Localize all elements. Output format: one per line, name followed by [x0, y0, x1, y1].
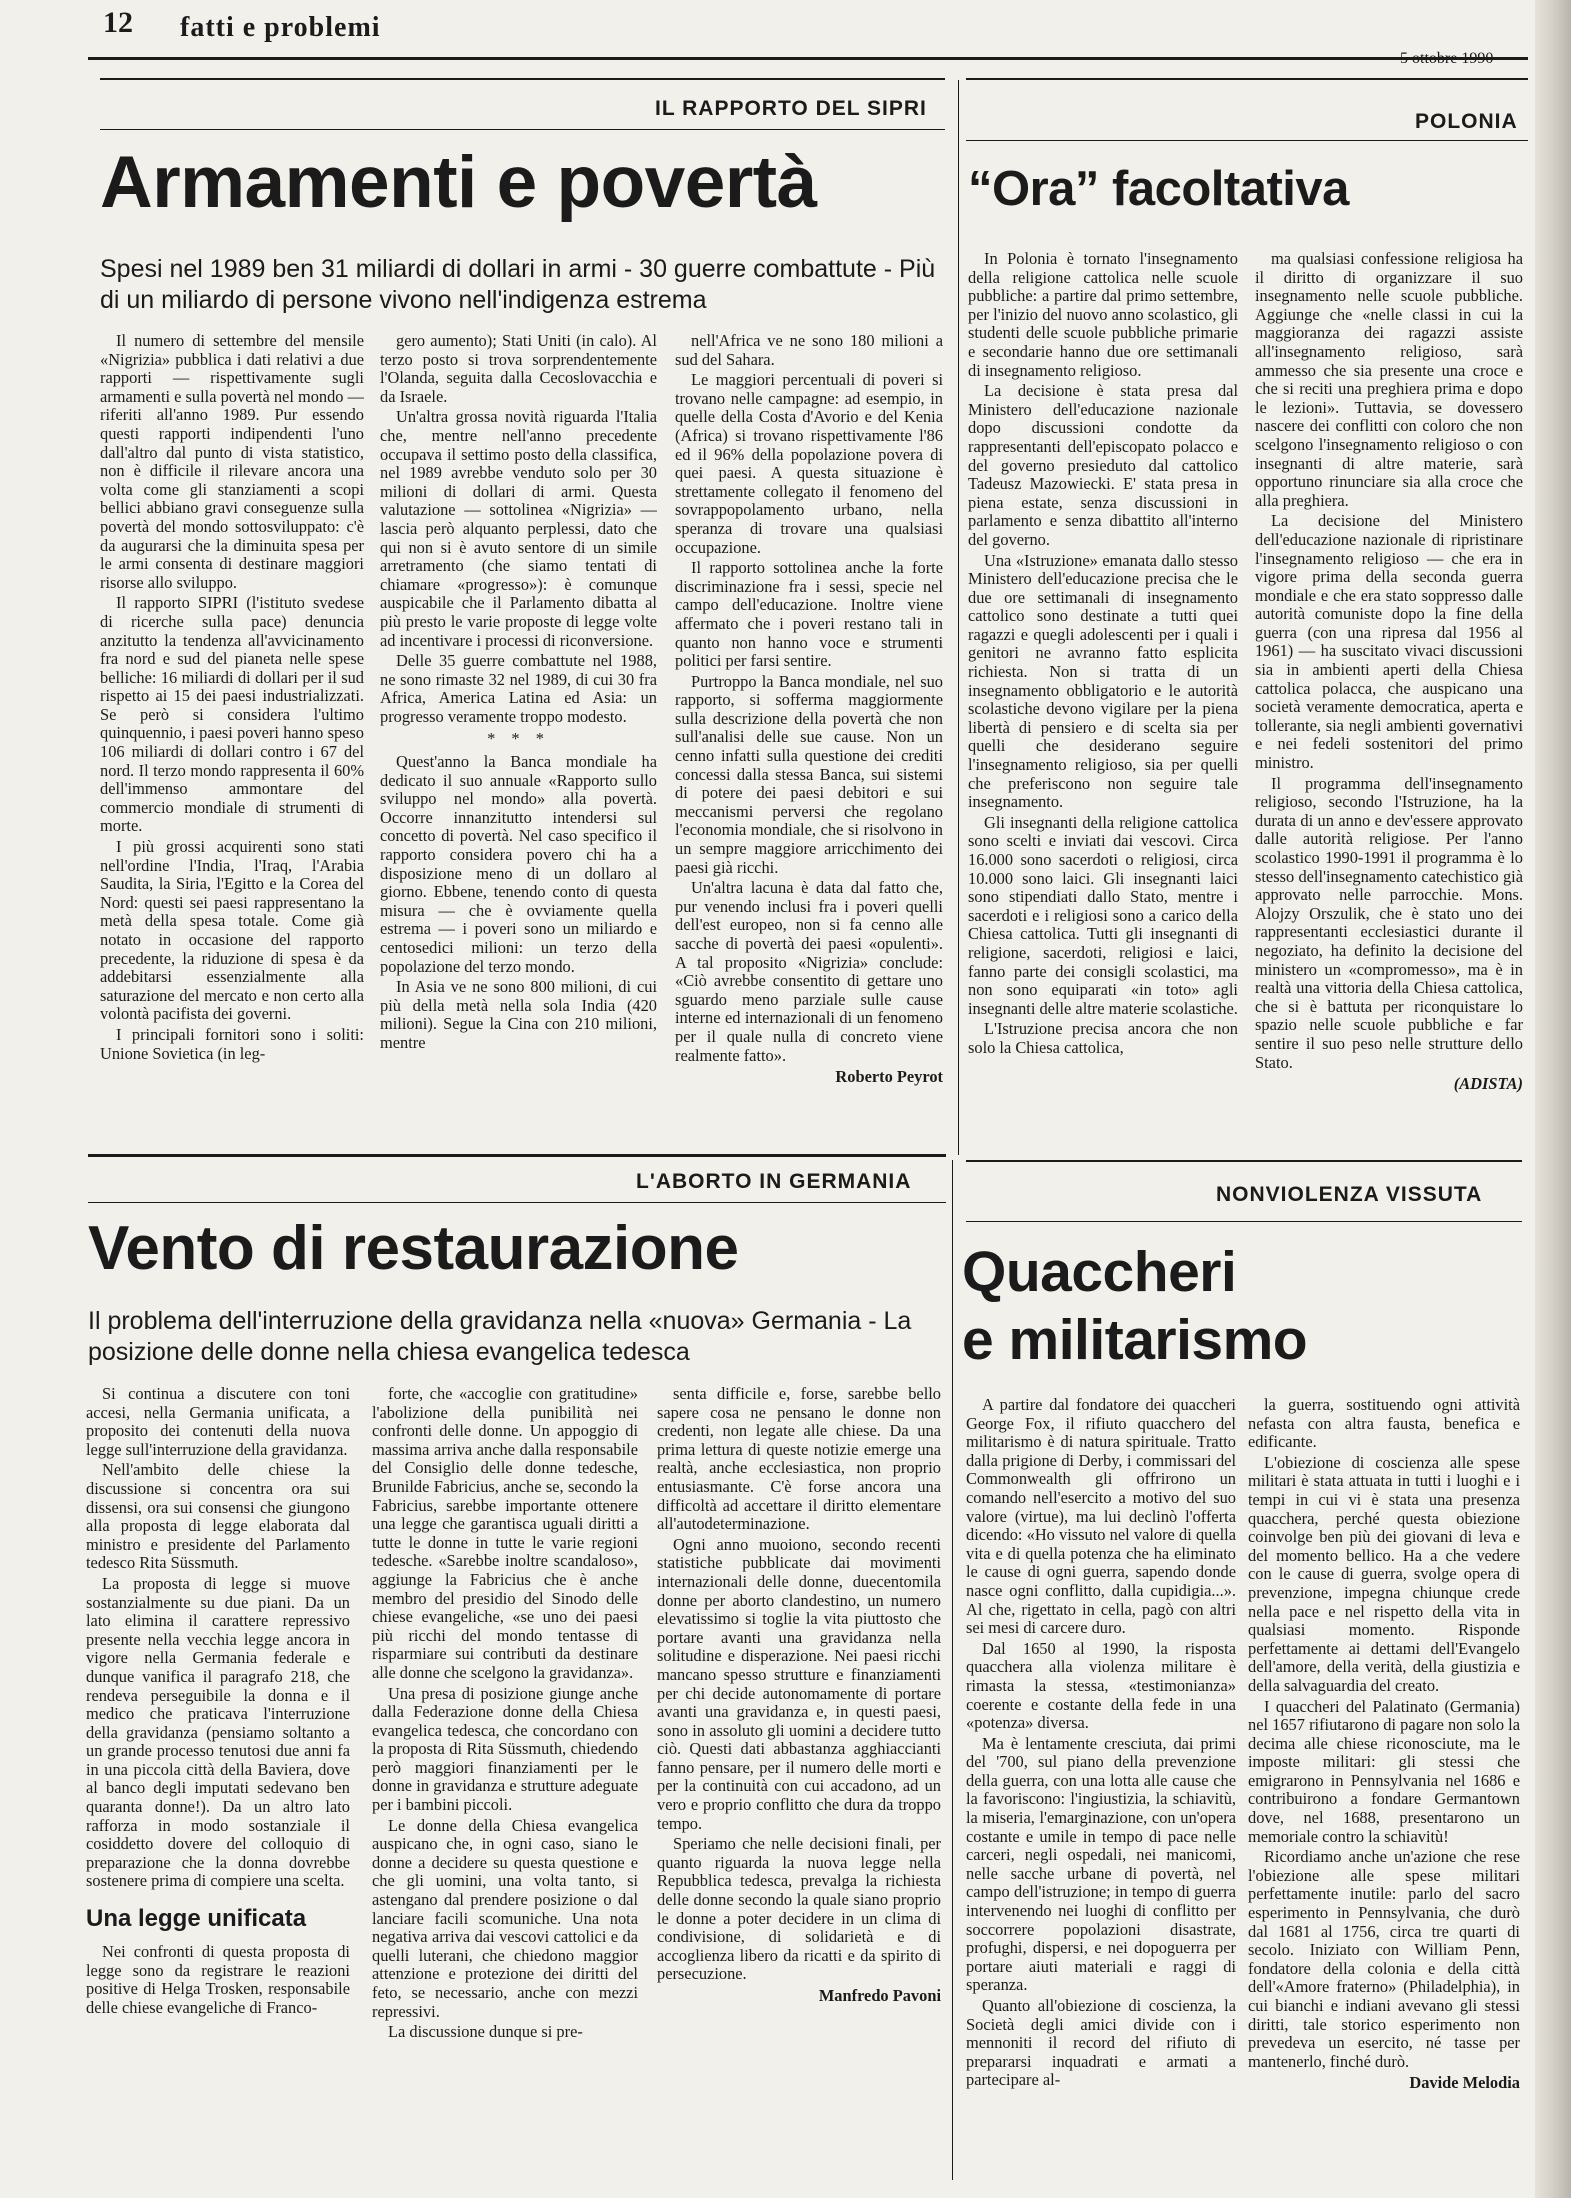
paragraph: Le donne della Chiesa evangelica auspicano che, in ogni caso, siano le donne a decidere su questa questione e che gli uomini, una volta tanto, si astengano dal prendere posizione o dal lanciare facili scomuniche. Una nota negativa arriva dai vescovi cattolici e da quelli luterani, che chiedono maggior attenzione e protezione dei diritti del feto, se necessario, anche con mezzi repressivi. [372, 1815, 638, 2021]
issue-date: 5 ottobre 1990 [1400, 50, 1494, 67]
paragraph: gero aumento); Stati Uniti (in calo). Al terzo posto si trova sorprendentemente l'Olanda, seguita dalla Cecoslovacchia e da Israele. [380, 332, 657, 406]
article-column-2 [372, 1385, 638, 2175]
article-headline: Armamenti e povertà [100, 142, 817, 223]
paragraph: Una «Istruzione» emanata dallo stesso Ministero dell'educazione precisa che le due ore settimanali di insegnamento cattolico sono destinate a tutti quei ragazzi e quegli adolescenti per i quali i genitori ne avranno fatto esplicita richiesta. Non si tratta di un insegnamento obbligatorio e le autorità scolastiche devono vigilare per la piena libertà di pensiero e di scelta sia per quelli che desiderano seguire l'insegnamento religioso, sia per quelli che preferiscono non seguire tale insegnamento. [968, 550, 1238, 812]
article-headline-line-1: Quaccheri [962, 1240, 1237, 1304]
paragraph: La discussione dunque si pre- [388, 2022, 583, 2042]
paragraph: nell'Africa ve ne sono 180 milioni a sud del Sahara. [675, 332, 943, 369]
paragraph: Delle 35 guerre combattute nel 1988, ne sono rimaste 32 nel 1989, di cui 30 fra Africa, America Latina ed Asia: un progresso veramente troppo modesto. [380, 651, 657, 726]
paragraph: la guerra, sostituendo ogni attività nefasta con altra fausta, benefica e edificante. [1248, 1396, 1520, 1452]
masthead-rule [88, 57, 1528, 60]
paragraph: Il programma dell'insegnamento religioso, secondo l'Istruzione, ha la durata di un anno e dev'essere approvato dalle autorità religiose. Per l'anno scolastico 1990-1991 il programma è lo stesso dell'insegnamento catechistico già approvato nelle parrocchie. Mons. Alojzy Orszulik, che è stato uno dei rappresentanti ecclesiastici durante il negoziato, ha definito la decisione del ministero un «compromesso», ma è in realtà una vittoria della Chiesa cattolica, che si è battuta per riconquistare lo spazio nelle scuole pubbliche e far sentire il suo peso nelle strutture dello Stato. [1255, 773, 1523, 1072]
paragraph: La decisione è stata presa dal Ministero dell'educazione nazionale dopo discussioni condotte da rappresentanti dell'episcopato polacco e del governo presieduto dal cattolico Tadeusz Mazowiecki. E' stata presa in piena estate, senza discussioni in parlamento e senza dibattito all'interno del governo. [968, 381, 1238, 549]
article-byline: Manfredo Pavoni [818, 1986, 941, 2005]
kicker-rule [966, 78, 1528, 80]
article-byline: Davide Melodia [1409, 2073, 1520, 2093]
paragraph: I quaccheri del Palatinato (Germania) nel 1657 rifiutarono di pagare non solo la decima alle chiese riconosciute, ma le imposte militari: gli stessi che emigrarono in Pennsylvania nel 1686 e contribuirono a fondare Germantown dove, nel 1688, presentarono un memoriale contro la schiavitù! [1248, 1696, 1520, 1846]
paragraph: La decisione del Ministero dell'educazione nazionale di ripristinare l'insegnamento religioso — che era in vigore prima della seconda guerra mondiale e che era stato soppresso dalle autorità comuniste dopo la fine della guerra (con una ripresa dal 1956 al 1961) — ha suscitato vivaci discussioni sia in ambienti aperti della Chiesa cattolica polacca, che auspicano una società veramente democratica, aperta e tollerante, sia negli ambienti governativi e nei fedeli sostenitori del primo ministro. [1255, 511, 1523, 773]
paragraph: forte, che «accoglie con gratitudine» l'abolizione della punibilità nei confronti delle donne. Un appoggio di massima arriva anche dalla responsabile del Consiglio delle donne tedesche, Brunilde Fabricius, anche se, secondo la Fabricius, sarebbe importante ottenere una legge che garantisca uguali diritti a tutte le donne in tutte le varie regioni tedesche. «Sarebbe inoltre scandaloso», aggiunge la Fabricius che è anche membro del presidio del Sinodo delle chiese evangeliche, «se uno dei paesi più ricchi del mondo tentasse di risparmiare sui contributi da destinare alle donne che scelgono la gravidanza». [372, 1385, 638, 1682]
paragraph: Una presa di posizione giunge anche dalla Federazione donne della Chiesa evangelica tedesca, che concordano con la proposta di Rita Süssmuth, chiedendo però maggiori finanziamenti per le donne in gravidanza e strutture adeguate per i bambini piccoli. [372, 1683, 638, 1815]
article-column-1 [966, 1396, 1236, 2176]
article-column-1 [86, 1385, 350, 2175]
article-column-2 [380, 332, 657, 1144]
page-number: 12 [103, 6, 133, 39]
paragraph: Speriamo che nelle decisioni finali, per quanto riguarda la nuova legge nella Repubblica tedesca, prevalga la richiesta delle donne secondo la quale siano proprio le donne a poter decidere in un clima di condivisione, di solidarietà e di accoglienza libero da ricatti e da spirito di persecuzione. [657, 1834, 941, 1984]
paragraph: I più grossi acquirenti sono stati nell'ordine l'India, l'Iraq, l'Arabia Saudita, la Siria, l'Egitto e la Corea del Nord: questi sei paesi rappresentano la metà della spesa totale. Come già notato in occasione del rapporto precedente, la riduzione di spesa è da addebitarsi essenzialmente alla saturazione del mercato e non certo alla volontà pacifista dei governi. [100, 837, 364, 1024]
kicker-rule [88, 1154, 946, 1157]
article-kicker: POLONIA [1415, 110, 1518, 133]
paragraph: I principali fornitori sono i soliti: Unione Sovietica (in leg- [100, 1024, 364, 1063]
kicker-underline [100, 129, 945, 130]
paragraph: Ogni anno muoiono, secondo recenti statistiche pubblicate dai movimenti internazionali delle donne, duecentomila donne per aborto clandestino, un numero elevatissimo si toglie la vita piuttosto che portare avanti una gravidanza nella solitudine e disperazione. Nei paesi ricchi mancano spesso strutture e finanziamenti per chi decide autonomamente di portare avanti una gravidanza e, in questi paesi, sono in assoluto gli uomini a decidere tutto ciò. Questi dati abbastanza agghiaccianti fanno pensare, per il numero delle morti e per la continuità con cui accadono, ad un vero e proprio conflitto che dura da troppo tempo. [657, 1534, 941, 1833]
paragraph: Ricordiamo anche un'azione che rese l'obiezione alle spese militari perfettamente inutile: parlo del sacro esperimento in Pennsylvania, che durò dal 1681 al 1756, circa tre quarti di secolo. Iniziato con William Penn, fondatore della colonia e della città dell'«Amore fraterno» (Philadelphia), in cui bianchi e indiani avevano gli stessi diritti, tale storico esperimento non prevedeva un esercito, né tasse per mantenerlo, finché durò. [1248, 1847, 1520, 2071]
page-fold-shadow [1535, 0, 1571, 2198]
paragraph: Il numero di settembre del mensile «Nigrizia» pubblica i dati relativi a due rapporti — rispettivamente sugli armamenti e sulla povertà nel mondo — riferiti all'anno 1989. Pur essendo questi rapporti indipendenti l'uno dall'altro dal punto di vista statistico, non è difficile il rilevare ancora una volta come gli stanziamenti a scopi bellici abbiano gravi conseguenze sulla povertà del mondo sottosviluppato: c'è da augurarsi che la diminuita spesa per le armi consenta di destinare maggiori risorse allo sviluppo. [100, 332, 364, 592]
paragraph: Il rapporto SIPRI (l'istituto svedese di ricerche sulla pace) denuncia anzitutto la tendenza all'avvicinamento fra nord e sud del pianeta nelle spese belliche: 16 miliardi di dollari per il sud rispetto ai 15 dei paesi industrializzati. Se però si considera l'ultimo quinquennio, i paesi poveri hanno speso 106 miliardi di dollari contro i 67 del nord. Il terzo mondo rappresenta il 60% dell'immenso ammontare del commercio mondiale di strumenti di morte. [100, 593, 364, 836]
article-byline: (ADISTA) [1453, 1074, 1523, 1094]
kicker-underline [966, 1221, 1522, 1222]
article-column-2 [1255, 250, 1523, 1150]
paragraph: Si continua a discutere con toni accesi, nella Germania unificata, a proposito dei contenuti della nuova legge sull'interruzione della gravidanza. [86, 1385, 350, 1459]
column-divider [952, 1160, 953, 2180]
subheading: Una legge unificata [86, 1905, 307, 1933]
article-column-2 [1248, 1396, 1520, 2176]
paragraph: senta difficile e, forse, sarebbe bello sapere cosa ne pensano le donne non credenti, non legate alle chiese. Da una prima lettura di queste notizie emerge una realtà, anche ecclesiastica, non proprio entusiasmante. C'è forse ancora una difficoltà ad accettare il diritto elementare all'autodeterminazione. [657, 1385, 941, 1534]
paragraph: Purtroppo la Banca mondiale, nel suo rapporto, si sofferma maggiormente sulla descrizione della povertà che non sull'analisi delle sue cause. Non un cenno infatti sulla questione dei crediti concessi dalla stessa Banca, sui sistemi di potere dei paesi debitori e sui meccanismi perversi che regolano l'economia mondiale, che si risolvono in un sempre maggiore arricchimento dei paesi già ricchi. [675, 671, 943, 877]
paragraph: Gli insegnanti della religione cattolica sono scelti e inviati dai vescovi. Circa 16.000 sono sacerdoti o religiosi, circa 10.000 sono laici. Gli insegnanti laici sono stipendiati dallo Stato, mentre i sacerdoti e i religiosi sono a carico della Chiesa cattolica. Tutti gli insegnanti di religione, sacerdoti, religiosi e laici, fanno parte dei consigli scolastici, ma non sono equiparati «in toto» agli insegnanti delle altre materie scolastiche. [968, 812, 1238, 1018]
paragraph: Il rapporto sottolinea anche la forte discriminazione fra i sessi, specie nel campo dell'educazione. Inoltre viene affermato che i poveri restano tali in quanto non hanno voce e strumenti politici per farsi sentire. [675, 558, 943, 671]
article-headline: Vento di restaurazione [88, 1214, 739, 1283]
section-separator: * * * [487, 729, 550, 749]
article-headline: “Ora” facoltativa [968, 162, 1349, 216]
section-title: fatti e problemi [180, 12, 381, 43]
paragraph: Un'altra grossa novità riguarda l'Italia che, mentre nell'anno precedente occupava il settimo posto della classifica, nel 1989 avrebbe venduto solo per 30 milioni di dollari di armi. Questa valutazione — sottolinea «Nigrizia» — lascia però alquanto perplessi, dato che qui non si è avuto sentore di un simile arretramento (che siamo tentati di chiamare «progresso»): è comunque auspicabile che il Parlamento dibatta al più presto le varie proposte di legge volte ad incentivare i processi di riconversione. [380, 407, 657, 650]
article-column-1 [100, 332, 364, 1144]
paragraph: In Polonia è tornato l'insegnamento della religione cattolica nelle scuole pubbliche: a partire dal primo settembre, per l'inizio del nuovo anno scolastico, gli studenti delle scuole pubbliche primarie e secondarie hanno due ore settimanali di insegnamento religioso. [968, 250, 1238, 380]
paragraph: Ma è lentamente cresciuta, dai primi del '700, sul piano della prevenzione della guerra, con una lotta alle cause che la favoriscono: l'ingiustizia, la schiavitù, la miseria, l'emarginazione, con un'opera costante e umile in tempo di pace nelle carceri, negli ospedali, nei manicomi, nelle sacche urbane di povertà, nel campo dell'istruzione; in tempo di guerra intervenendo nei luoghi di conflitto per soccorrere popolazioni disastrate, profughi, dispersi, e nei dopoguerra per portare aiuti materiali e raggi di speranza. [966, 1733, 1236, 1995]
paragraph: Quanto all'obiezione di coscienza, la Società degli amici divide con i mennoniti il record del rifiuto di prepararsi inquadrati e armati a partecipare al- [966, 1996, 1236, 2090]
article-deck: Spesi nel 1989 ben 31 miliardi di dollari in armi - 30 guerre combattute - Più di un miliardo di persone vivono nell'indigenza estrema [100, 255, 936, 314]
article-headline-line-2: e militarismo [962, 1308, 1308, 1372]
kicker-rule [100, 78, 945, 80]
paragraph: In Asia ve ne sono 800 milioni, di cui più della metà nella sola India (420 milioni). Segue la Cina con 210 milioni, mentre [380, 977, 657, 1052]
article-kicker: NONVIOLENZA VISSUTA [1216, 1183, 1483, 1206]
paragraph: L'obiezione di coscienza alle spese militari è stata attuata in tutti i luoghi e i tempi in cui vi è stata una presenza quacchera, perché questa obiezione coinvolge ben più dei giovani di leva e del momento bellico. Ha a che vedere con le cause di guerra, svolge opera di prevenzione, impegna chiunque crede nella pace e nel rispetto della vita in qualsiasi momento. Risponde perfettamente ai dettami dell'Evangelo dell'amore, della verità, della giustizia e della salvaguardia del creato. [1248, 1452, 1520, 1695]
paragraph: Nei confronti di questa proposta di legge sono da registrare le reazioni positive di Helga Trosken, responsabile delle chiese evangeliche di Franco- [86, 1942, 350, 2017]
article-column-3 [657, 1385, 941, 2175]
kicker-rule [966, 1160, 1522, 1162]
paragraph: Nell'ambito delle chiese la discussione si concentra ora sui dissensi, ora sui consensi che giungono alla proposta di legge elaborata dal ministro e presidente del Parlamento tedesco Rita Süssmuth. [86, 1460, 350, 1573]
kicker-underline [966, 140, 1528, 141]
column-divider [958, 80, 959, 1155]
paragraph: Quest'anno la Banca mondiale ha dedicato il suo annuale «Rapporto sullo sviluppo nel mondo» alla povertà. Occorre innanzitutto intendersi sul concetto di povertà. Nel caso specifico il rapporto considera povero chi ha a disposizione meno di un dollaro al giorno. Ebbene, tenendo conto di questa misura — che è ovviamente quella estrema — i poveri sono un miliardo e centosedici milioni: un terzo della popolazione del terzo mondo. [380, 752, 657, 976]
article-column-1 [968, 250, 1238, 1150]
article-byline: Roberto Peyrot [835, 1067, 943, 1087]
kicker-underline [88, 1202, 946, 1203]
paragraph: Un'altra lacuna è data dal fatto che, pur venendo inclusi fra i poveri quelli dell'est europeo, non si fa cenno alle sacche di povertà dei paesi «opulenti». A tal proposito «Nigrizia» conclude: «Ciò avrebbe consentito di gettare uno sguardo meno parziale sulle cause interne ed internazionali di un fenomeno per il quale nulla di concreto viene realmente fatto». [675, 878, 943, 1065]
paragraph: A partire dal fondatore dei quaccheri George Fox, il rifiuto quacchero del militarismo è di natura spirituale. Tratto dalla prigione di Derby, i commissari del Commonwealth gli offrirono un comando nell'esercito a motivo del suo valore (virtue), ma lui declinò l'offerta dicendo: «Ho vissuto nel valore di quella vita e di quella potenza che ha eliminato le cause di ogni guerra, sapendo donde nasce ogni conflitto, dalla cupidigia...». Al che, rigettato in cella, pagò con altri sei mesi di carcere duro. [966, 1396, 1236, 1638]
article-kicker: IL RAPPORTO DEL SIPRI [655, 97, 927, 120]
article-deck: Il problema dell'interruzione della gravidanza nella «nuova» Germania - La posizione delle donne nella chiesa evangelica tedesca [88, 1307, 912, 1366]
paragraph: L'Istruzione precisa ancora che non solo la Chiesa cattolica, [968, 1019, 1238, 1057]
article-kicker: L'ABORTO IN GERMANIA [636, 1170, 912, 1193]
paragraph: Dal 1650 al 1990, la risposta quacchera alla violenza militare è rimasta la stessa, «testimonianza» coerente e costante della fede in una «potenza» diversa. [966, 1638, 1236, 1733]
paragraph: Le maggiori percentuali di poveri si trovano nelle campagne: ad esempio, in quelle della Costa d'Avorio e del Kenia (Africa) si trovano rispettivamente l'86 ed il 96% della popolazione povera di quei paesi. A questa situazione è strettamente collegato il fenomeno del sovrappopolamento urbano, nella speranza di trovare una qualsiasi occupazione. [675, 370, 943, 557]
article-column-3 [675, 332, 943, 1144]
paragraph: La proposta di legge si muove sostanzialmente su due piani. Da un lato elimina il carattere repressivo presente nella vecchia legge ancora in vigore nella Germania federale e dunque vanifica il paragrafo 218, che rendeva perseguibile la donna e il medico che praticava l'interruzione della gravidanza (pensiamo soltanto a un grande processo tenutosi due anni fa in una piccola città della Baviera, dove al banco degli imputati sedevano ben quaranta donne!). Da un altro lato rafforza in modo sostanziale il cosiddetto dovere del colloquio di preparazione che la donna dovrebbe sostenere prima di compiere una scelta. [86, 1573, 350, 1891]
paragraph: ma qualsiasi confessione religiosa ha il diritto di organizzare il suo insegnamento nelle scuole pubbliche. Aggiunge che «nelle classi in cui la maggioranza dei ragazzi assiste all'insegnamento religioso, sarà ammesso che sia presente una croce e che si reciti una preghiera prima e dopo le lezioni». Tuttavia, se dovessero nascere dei conflitti con coloro che non scelgono l'insegnamento religioso o con insegnanti di altre materie, sarà opportuno rinunciare sia alla croce che alla preghiera. [1255, 250, 1523, 510]
